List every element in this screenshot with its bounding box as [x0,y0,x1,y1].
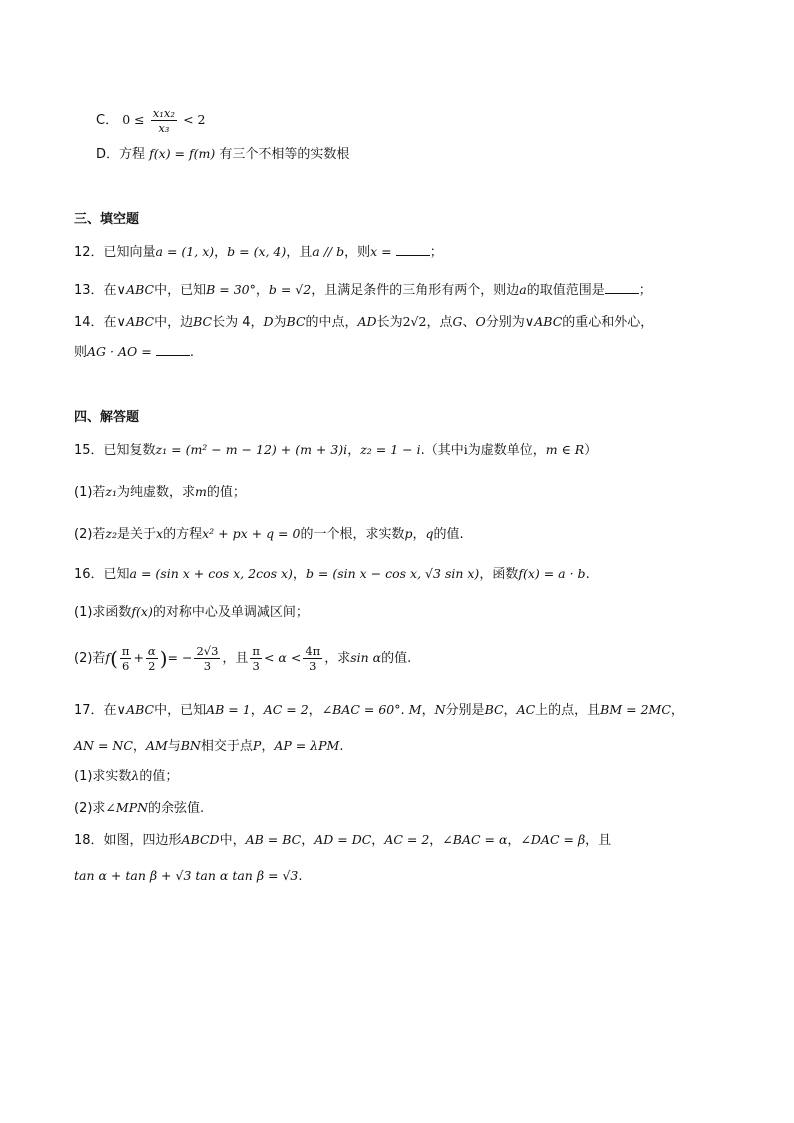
denominator: 6 [121,659,130,673]
math: AD [357,314,377,329]
math: ABC [126,702,155,717]
math: a [519,282,527,297]
text: 中，已知 [154,283,207,298]
math: + [133,650,144,665]
text: ，则 [344,245,371,260]
text: 中，已知 [154,703,207,718]
question-15-part-2 [74,524,464,545]
math: b = (sin x − cos x, √3 sin x) [305,566,480,581]
math: i [463,442,468,457]
question-14-line-1 [74,312,653,333]
denominator: 3 [252,659,260,673]
question-12 [74,242,443,263]
section-heading-answers: 四、解答题 [74,410,140,425]
fraction [120,644,132,673]
question-17-part-2 [74,798,204,819]
text: . [339,739,344,754]
math: D [263,314,274,329]
text: ， [421,703,435,718]
question-17-part-1 [74,766,178,787]
text: 中，边 [154,315,194,330]
q11-option-d [96,144,349,165]
text: 13．在∨ [74,283,127,298]
math: a = (sin x + cos x, 2cos x) [129,566,293,581]
math: a = (1, x) [155,244,215,259]
text: 相交于点 [200,739,253,754]
text: ， [429,833,443,848]
text: ， [503,703,517,718]
question-17-line-2 [74,736,343,757]
math: AP = λPM [274,738,340,753]
math: f(x) [131,604,153,619]
denominator: 2 [148,659,156,673]
math: B = 30° [206,282,256,297]
text: 17．在∨ [74,703,127,718]
text: ，函数 [479,567,519,582]
math: O [475,314,486,329]
math: < α < [263,650,302,665]
math: ∠MPN [105,800,149,815]
text: ； [638,283,652,298]
text: ） [584,443,598,458]
numerator: 2√3 [196,644,219,658]
text: 15．已知复数 [74,443,156,458]
math: AG · AO = [87,344,152,359]
fraction [194,644,220,673]
math: AB = BC [245,832,302,847]
math: m [195,484,207,499]
answer-blank[interactable] [156,343,190,356]
text: ； [429,245,443,260]
text: 有三个不相等的实数根 [219,147,350,162]
text: 的重心和外心， [562,315,654,330]
math: q [425,526,434,541]
fraction [151,106,177,135]
text: 的值； [139,769,179,784]
section-heading-fill-blank: 三、填空题 [74,212,140,227]
text: 的值. [433,527,464,542]
text: ， [261,739,275,754]
math: b = √2 [268,282,312,297]
text: ，且满足条件的三角形有两个，则边 [311,283,520,298]
text: 中， [219,833,246,848]
question-17-line-1 [74,700,684,721]
numerator: α [147,644,156,658]
question-16-part-2 [74,640,411,677]
math: z₁ [105,484,118,499]
text: 14．在∨ [74,315,127,330]
text: (2)若 [74,527,106,542]
text: 长为 [376,315,403,330]
text: 则 [74,345,88,360]
math: M [408,702,422,717]
text: 的对称中心及单调减区间； [152,605,309,620]
math: ABC [126,314,155,329]
text: ， [670,703,684,718]
math: tan α + tan β + √3 tan α tan β = √3 [74,868,299,883]
question-15-part-1 [74,482,246,503]
answer-blank[interactable] [605,281,639,294]
text: ， [347,443,361,458]
text: ， [132,739,146,754]
math: AN = NC [74,738,133,753]
math: AC = 2 [263,702,309,717]
math: AB = 1 [206,702,251,717]
text: ，且 [222,651,249,666]
math: x² + px + q = 0 [202,526,301,541]
math: 0 ≤ [122,112,145,127]
text: 12．已知向量 [74,245,156,260]
math: ABCD [181,832,220,847]
math: ∠BAC = α [442,832,508,847]
question-16 [74,564,590,585]
math: BC [286,314,306,329]
math: AD = DC [314,832,372,847]
fraction [250,644,262,673]
text: ，且 [585,833,612,848]
text: 是关于 [117,527,157,542]
text: 为纯虚数，求 [117,485,196,500]
text: 分别是 [445,703,485,718]
math: λ [131,768,140,783]
math: BC [193,314,213,329]
text: 的余弦值. [148,801,205,816]
question-13 [74,280,652,301]
math: BM = 2MC [600,702,671,717]
text: ， [214,245,228,260]
text: 为虚数单位， [467,443,546,458]
option-label: C． [96,113,119,128]
math: ABC [126,282,155,297]
text: ， [308,703,322,718]
paren-close: ) [159,646,168,671]
text: 长为 4， [212,315,264,330]
text: ， [371,833,385,848]
question-18-line-1 [74,830,611,851]
text: 的取值范围是 [526,283,605,298]
text: 、 [462,315,476,330]
math: p [404,526,413,541]
math: = − [167,650,193,665]
text: ， [507,833,521,848]
math: G [452,314,463,329]
q11-option-c [96,106,206,135]
math: BC [484,702,504,717]
denominator: x₃ [158,121,170,135]
text: ， [255,283,269,298]
math: AC [516,702,536,717]
text: 为 [273,315,287,330]
text: 的一个根，求实数 [300,527,405,542]
text: 的值. [381,651,412,666]
text: 的中点， [305,315,358,330]
math: N [434,702,446,717]
text: ，求 [324,651,351,666]
math: ABC [534,314,563,329]
text: 18．如图，四边形 [74,833,182,848]
math: P [252,738,262,753]
text: 16．已知 [74,567,130,582]
text: ， [301,833,315,848]
denominator: 3 [309,659,317,673]
math: z₂ = 1 − i [360,442,421,457]
math: ∠BAC = 60° [321,702,401,717]
math: 2√2 [402,314,427,329]
text: (1)求实数 [74,769,132,784]
text: . [298,869,303,884]
math: f(x) = a · b [518,566,586,581]
text: 的值； [206,485,246,500]
text: ，且 [286,245,313,260]
text: (2)求 [74,801,106,816]
math: b = (x, 4) [227,244,287,259]
numerator: π [121,644,130,658]
text: ，点 [426,315,453,330]
math: x [156,526,164,541]
text: .（其中 [420,443,464,458]
math: AC = 2 [384,832,430,847]
text: . [400,703,409,718]
question-14-line-2 [74,342,194,363]
text: ， [250,703,264,718]
math: a // b [312,244,345,259]
question-15 [74,440,597,461]
fraction [303,644,322,673]
math: f(x) = f(m) [149,146,216,161]
option-label: D．方程 [96,147,146,162]
denominator: 3 [203,659,212,673]
text: ， [292,567,306,582]
question-18-line-2 [74,866,303,887]
text: (2)若 [74,651,106,666]
math: ∠DAC = β [520,832,586,847]
math: < 2 [183,112,206,127]
question-16-part-1 [74,602,309,623]
math: f [105,650,111,665]
answer-blank[interactable] [396,243,430,256]
math: x = [370,244,392,259]
text: . [585,567,590,582]
numerator: π [252,644,260,658]
numerator: x₁x₂ [152,106,175,120]
text: 的方程 [163,527,203,542]
math: BN [180,738,201,753]
text: 上的点，且 [535,703,601,718]
text: (1)若 [74,485,106,500]
text: 分别为∨ [485,315,535,330]
math: AM [145,738,168,753]
math: z₁ = (m² − m − 12) + (m + 3)i [155,442,348,457]
math: z₂ [105,526,118,541]
math: sin α [350,650,382,665]
numerator: 4π [305,644,321,658]
fraction [146,644,158,673]
math: m ∈ R [545,442,585,457]
text: 与 [167,739,181,754]
text: ， [412,527,426,542]
text: . [189,345,194,360]
paren-open: ( [110,646,118,671]
text: (1)求函数 [74,605,132,620]
